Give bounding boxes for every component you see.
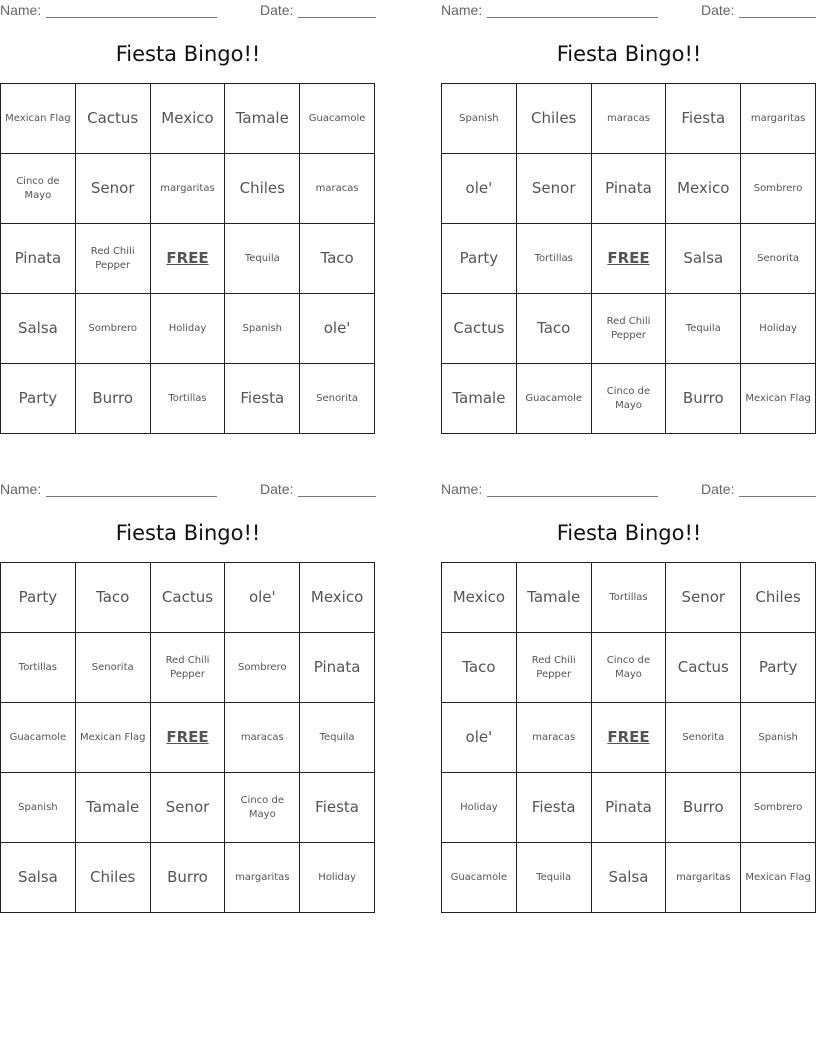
bingo-cell: Tamale: [76, 773, 151, 843]
name-label: Name:: [441, 2, 483, 18]
name-line: [46, 17, 217, 18]
card-title: Fiesta Bingo!!: [115, 521, 261, 545]
bingo-cell: Tortillas: [517, 224, 592, 294]
name-label: Name:: [0, 481, 42, 497]
date-line: [298, 496, 376, 497]
bingo-cell: Senorita: [76, 633, 151, 703]
bingo-cell: Tortillas: [151, 364, 226, 434]
free-space: FREE: [592, 703, 667, 773]
card-header: [441, 481, 816, 499]
bingo-cell: Pinata: [592, 773, 667, 843]
card-title: Fiesta Bingo!!: [115, 42, 261, 66]
bingo-cell: Taco: [517, 294, 592, 364]
date-label: Date:: [260, 2, 294, 18]
bingo-cell: ole': [442, 154, 517, 224]
bingo-cell: Mexico: [300, 563, 375, 633]
bingo-cell: Cinco de Mayo: [592, 633, 667, 703]
bingo-cell: Party: [741, 633, 816, 703]
bingo-cell: Chiles: [225, 154, 300, 224]
bingo-cell: Mexican Flag: [741, 843, 816, 913]
bingo-cell: Senor: [666, 563, 741, 633]
bingo-cell: Guacamole: [442, 843, 517, 913]
free-space: FREE: [151, 703, 226, 773]
card-header: [0, 481, 376, 499]
bingo-cell: ole': [300, 294, 375, 364]
bingo-cell: Salsa: [1, 294, 76, 364]
bingo-cell: Salsa: [1, 843, 76, 913]
bingo-cell: Red Chili Pepper: [151, 633, 226, 703]
bingo-cell: Chiles: [741, 563, 816, 633]
bingo-cell: Taco: [76, 563, 151, 633]
bingo-cell: Tortillas: [1, 633, 76, 703]
bingo-cell: Fiesta: [300, 773, 375, 843]
bingo-cell: Mexican Flag: [1, 84, 76, 154]
bingo-cell: Tamale: [225, 84, 300, 154]
bingo-cell: ole': [225, 563, 300, 633]
bingo-cell: Party: [1, 563, 76, 633]
bingo-cell: Spanish: [225, 294, 300, 364]
bingo-cell: Red Chili Pepper: [592, 294, 667, 364]
bingo-cell: Guacamole: [517, 364, 592, 434]
bingo-grid: [441, 83, 816, 434]
bingo-cell: Sombrero: [741, 773, 816, 843]
name-label: Name:: [441, 481, 483, 497]
bingo-cell: Chiles: [76, 843, 151, 913]
bingo-cell: Burro: [666, 364, 741, 434]
bingo-cell: Taco: [442, 633, 517, 703]
date-line: [739, 496, 816, 497]
bingo-cell: maracas: [225, 703, 300, 773]
bingo-cell: Mexican Flag: [76, 703, 151, 773]
bingo-cell: Salsa: [592, 843, 667, 913]
bingo-cell: Senor: [151, 773, 226, 843]
bingo-cell: Cactus: [666, 633, 741, 703]
date-line: [298, 17, 376, 18]
bingo-cell: Cinco de Mayo: [592, 364, 667, 434]
bingo-cell: Senorita: [666, 703, 741, 773]
bingo-cell: Holiday: [300, 843, 375, 913]
name-line: [46, 496, 217, 497]
name-line: [487, 496, 658, 497]
name-label: Name:: [0, 2, 42, 18]
bingo-cell: Senorita: [300, 364, 375, 434]
bingo-cell: Cactus: [76, 84, 151, 154]
bingo-cell: Senorita: [741, 224, 816, 294]
bingo-grid: [0, 562, 375, 913]
bingo-cell: Spanish: [741, 703, 816, 773]
bingo-grid: [441, 562, 816, 913]
bingo-cell: Fiesta: [225, 364, 300, 434]
bingo-cell: Party: [442, 224, 517, 294]
bingo-cell: Cinco de Mayo: [225, 773, 300, 843]
bingo-cell: Spanish: [1, 773, 76, 843]
card-title: Fiesta Bingo!!: [556, 521, 702, 545]
bingo-cell: Fiesta: [666, 84, 741, 154]
free-space: FREE: [592, 224, 667, 294]
bingo-cell: margaritas: [741, 84, 816, 154]
bingo-cell: Holiday: [442, 773, 517, 843]
bingo-cell: Burro: [151, 843, 226, 913]
bingo-cell: Party: [1, 364, 76, 434]
bingo-grid: [0, 83, 375, 434]
bingo-cell: Senor: [76, 154, 151, 224]
bingo-cell: Tamale: [517, 563, 592, 633]
bingo-cell: Mexico: [442, 563, 517, 633]
bingo-cell: Salsa: [666, 224, 741, 294]
bingo-cell: Holiday: [151, 294, 226, 364]
date-label: Date:: [701, 2, 735, 18]
card-title: Fiesta Bingo!!: [556, 42, 702, 66]
bingo-cell: Burro: [666, 773, 741, 843]
bingo-cell: Mexico: [666, 154, 741, 224]
bingo-cell: Cinco de Mayo: [1, 154, 76, 224]
bingo-cell: Tamale: [442, 364, 517, 434]
bingo-cell: Holiday: [741, 294, 816, 364]
bingo-cell: margaritas: [225, 843, 300, 913]
bingo-cell: Guacamole: [1, 703, 76, 773]
bingo-cell: Pinata: [1, 224, 76, 294]
bingo-cell: Sombrero: [76, 294, 151, 364]
bingo-cell: Red Chili Pepper: [76, 224, 151, 294]
bingo-cell: Red Chili Pepper: [517, 633, 592, 703]
date-line: [739, 17, 816, 18]
bingo-cell: Tequila: [666, 294, 741, 364]
bingo-cell: margaritas: [666, 843, 741, 913]
bingo-cell: Spanish: [442, 84, 517, 154]
free-space: FREE: [151, 224, 226, 294]
date-label: Date:: [260, 481, 294, 497]
bingo-cell: Tequila: [517, 843, 592, 913]
card-header: [0, 2, 376, 20]
bingo-cell: Chiles: [517, 84, 592, 154]
bingo-cell: Tequila: [225, 224, 300, 294]
bingo-cell: Pinata: [300, 633, 375, 703]
bingo-cell: Tortillas: [592, 563, 667, 633]
bingo-cell: ole': [442, 703, 517, 773]
bingo-cell: Cactus: [442, 294, 517, 364]
bingo-cell: maracas: [300, 154, 375, 224]
bingo-cell: Guacamole: [300, 84, 375, 154]
bingo-cell: Senor: [517, 154, 592, 224]
bingo-cell: Cactus: [151, 563, 226, 633]
bingo-cell: Sombrero: [225, 633, 300, 703]
date-label: Date:: [701, 481, 735, 497]
bingo-cell: Pinata: [592, 154, 667, 224]
bingo-cell: Fiesta: [517, 773, 592, 843]
bingo-cell: maracas: [592, 84, 667, 154]
card-header: [441, 2, 816, 20]
bingo-cell: Burro: [76, 364, 151, 434]
bingo-cell: Mexico: [151, 84, 226, 154]
bingo-cell: margaritas: [151, 154, 226, 224]
name-line: [487, 17, 658, 18]
bingo-cell: Tequila: [300, 703, 375, 773]
bingo-cell: maracas: [517, 703, 592, 773]
bingo-cell: Taco: [300, 224, 375, 294]
bingo-cell: Mexican Flag: [741, 364, 816, 434]
bingo-cell: Sombrero: [741, 154, 816, 224]
